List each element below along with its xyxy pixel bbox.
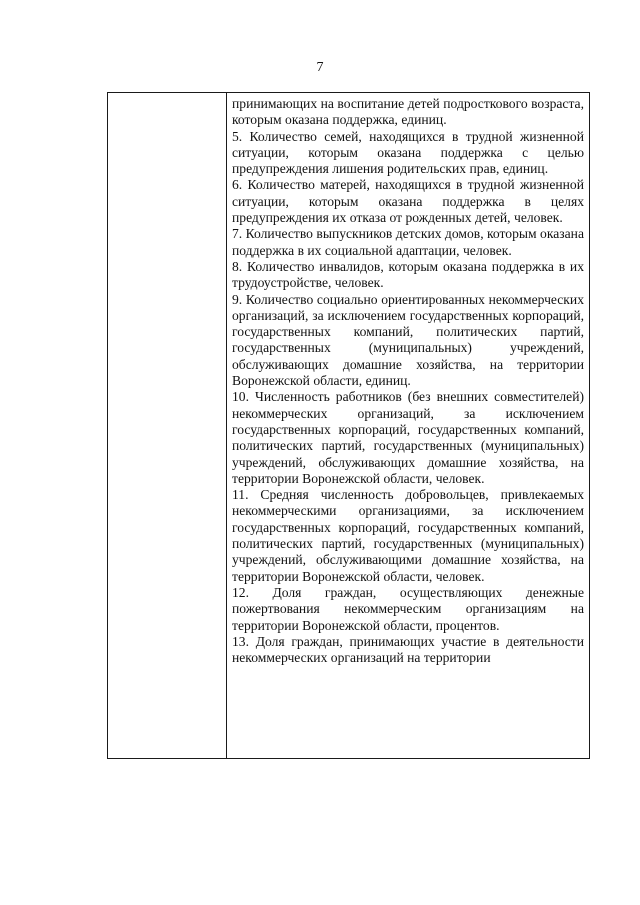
indicator-paragraph-continued: принимающих на воспитание детей подросткового возраста, которым оказана поддержка, единиц. — [232, 96, 584, 128]
indicator-paragraph-6: 6. Количество матерей, находящихся в трудной жизненной ситуации, которым оказана поддержка в целях предупреждения их отказа от рожденных детей, человек. — [232, 177, 584, 226]
indicator-paragraph-12: 12. Доля граждан, осуществляющих денежные пожертвования некоммерческим организациям на территории Воронежской области, процентов. — [232, 584, 584, 633]
indicator-paragraph-13: 13. Доля граждан, принимающих участие в деятельности некоммерческих организаций на территории — [232, 633, 584, 666]
table-left-cell — [108, 93, 226, 758]
page-number: 7 — [316, 60, 324, 75]
indicator-paragraph-7: 7. Количество выпускников детских домов, которым оказана поддержка в их социальной адаптации, человек. — [232, 226, 584, 258]
indicator-paragraph-11: 11. Средняя численность добровольцев, привлекаемых некоммерческими организациями, за исключением государственных корпораций, государственных компаний, политических партий, государственных (муниципальных) учреждений, обслуживающими домашние хозяйства, на территории Воронежской области, человек. — [232, 487, 584, 584]
indicator-paragraph-10: 10. Численность работников (без внешних совместителей) некоммерческих организаций, за исключением государственных корпораций, государственных компаний, политических партий, государственных (муниципальных) учреждений, обслуживающих домашние хозяйства, на территории Воронежской области, человек. — [232, 389, 584, 486]
column-divider — [226, 93, 227, 758]
indicator-table — [107, 92, 590, 759]
indicator-paragraph-5: 5. Количество семей, находящихся в трудной жизненной ситуации, которым оказана поддержка с целью предупреждения лишения родительских прав, единиц. — [232, 128, 584, 177]
indicator-paragraph-8: 8. Количество инвалидов, которым оказана поддержка в их трудоустройстве, человек. — [232, 258, 584, 291]
table-right-cell — [232, 96, 584, 666]
indicator-paragraph-9: 9. Количество социально ориентированных некоммерческих организаций, за исключением государственных корпораций, государственных компаний, политических партий, государственных (муниципальных) учреждений, обслуживающих домашние хозяйства, на территории Воронежской области, единиц. — [232, 291, 584, 389]
